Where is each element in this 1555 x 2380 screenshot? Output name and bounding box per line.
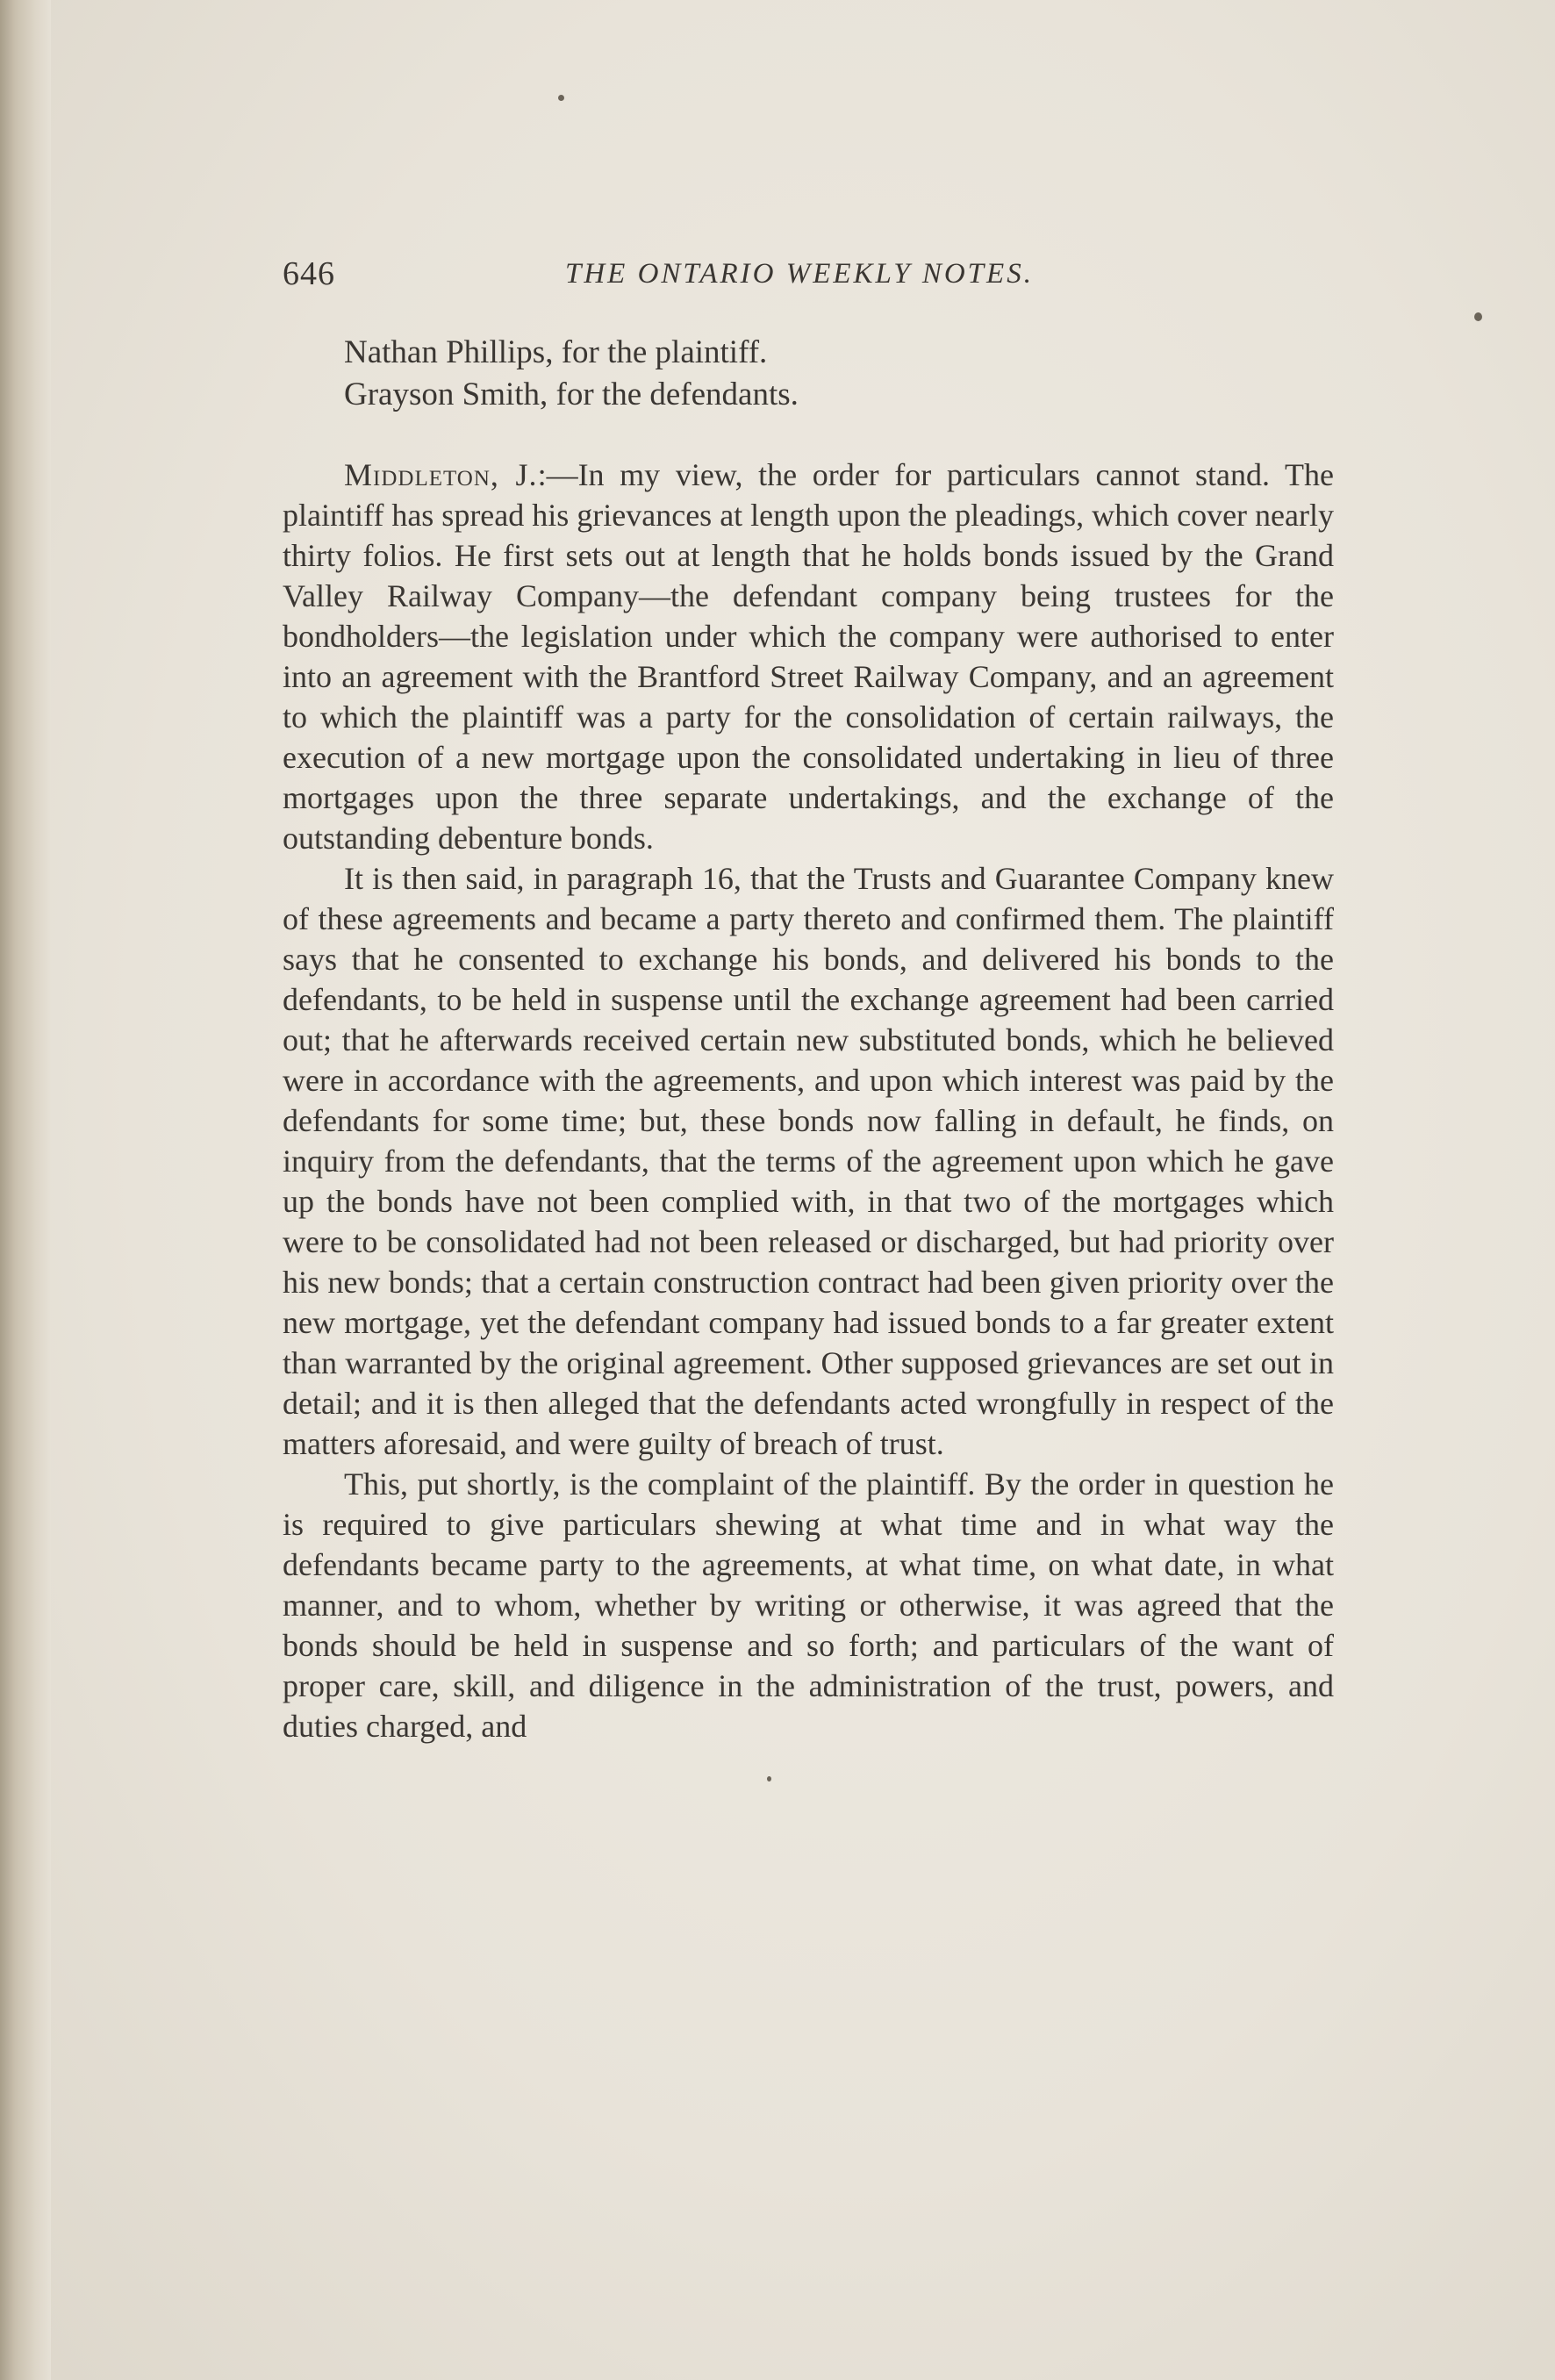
page-number: 646 [283, 255, 335, 292]
opinion-paragraph [283, 455, 1334, 858]
running-title: THE ONTARIO WEEKLY NOTES. [565, 258, 1034, 290]
paper-speck [558, 95, 564, 101]
paper-speck [767, 1776, 771, 1781]
opinion-paragraph: It is then said, in paragraph 16, that the Trusts and Guarantee Company knew of these agreements and became a party thereto and confirmed them. The plaintiff says that he consented to exchange his bonds, and delivered his bonds to the defendants, to be held in suspense until the exchange agreement had been carried out; that he afterwards received certain new substituted bonds, which he believed were in accordance with the agreements, and upon which interest was paid by the defendants for some time; but, these bonds now falling in default, he finds, on inquiry from the defendants, that the terms of the agreement upon which he gave up the bonds have not been complied with, in that two of the mortgages which were to be consolidated had not been released or discharged, but had priority over his new bonds; that a certain construction contract had been given priority over the new mortgage, yet the defendant company had issued bonds to a far greater extent than warranted by the original agreement. Other supposed grievances are set out in detail; and it is then alleged that the defendants acted wrongfully in respect of the matters aforesaid, and were guilty of breach of trust. [283, 861, 1334, 1461]
paper-speck [1474, 312, 1482, 321]
opinion-paragraph: This, put shortly, is the complaint of the plaintiff. By the order in question he is required to give particulars shewing at what time and in what way the defendants became party to the agreements, at what time, on what date, in what manner, and to whom, whether by writing or otherwise, it was agreed that the bonds should be held in suspense and so forth; and particulars of the want of proper care, skill, and diligence in the administration of the trust, powers, and duties charged, and [283, 1466, 1334, 1744]
counsel-defendants: Grayson Smith, for the defendants. [344, 376, 799, 412]
counsel-block [344, 332, 1309, 416]
opinion-opening-text: :—In my view, the order for particulars cannot stand. The plaintiff has spread his grievances at length upon the pleadings, which cover nearly thirty folios. He first sets out at length that he holds bonds issued by the Grand Valley Railway Company—the defendant company being trustees for the bondholders—the legislation under which the company were authorised to enter into an agreement with the Brantford Street Railway Company, and an agreement to which the plaintiff was a party for the consolidation of certain railways, the execution of a new mortgage upon the consolidated undertaking in lieu of three mortgages upon the three separate undertakings, and the exchange of the outstanding debenture bonds. [283, 457, 1334, 856]
opinion-body [283, 455, 1334, 1746]
judge-name: Middleton, J. [344, 457, 538, 492]
page-header [283, 254, 1336, 304]
page-binding-edge [0, 0, 51, 2380]
counsel-plaintiff: Nathan Phillips, for the plaintiff. [344, 334, 768, 370]
